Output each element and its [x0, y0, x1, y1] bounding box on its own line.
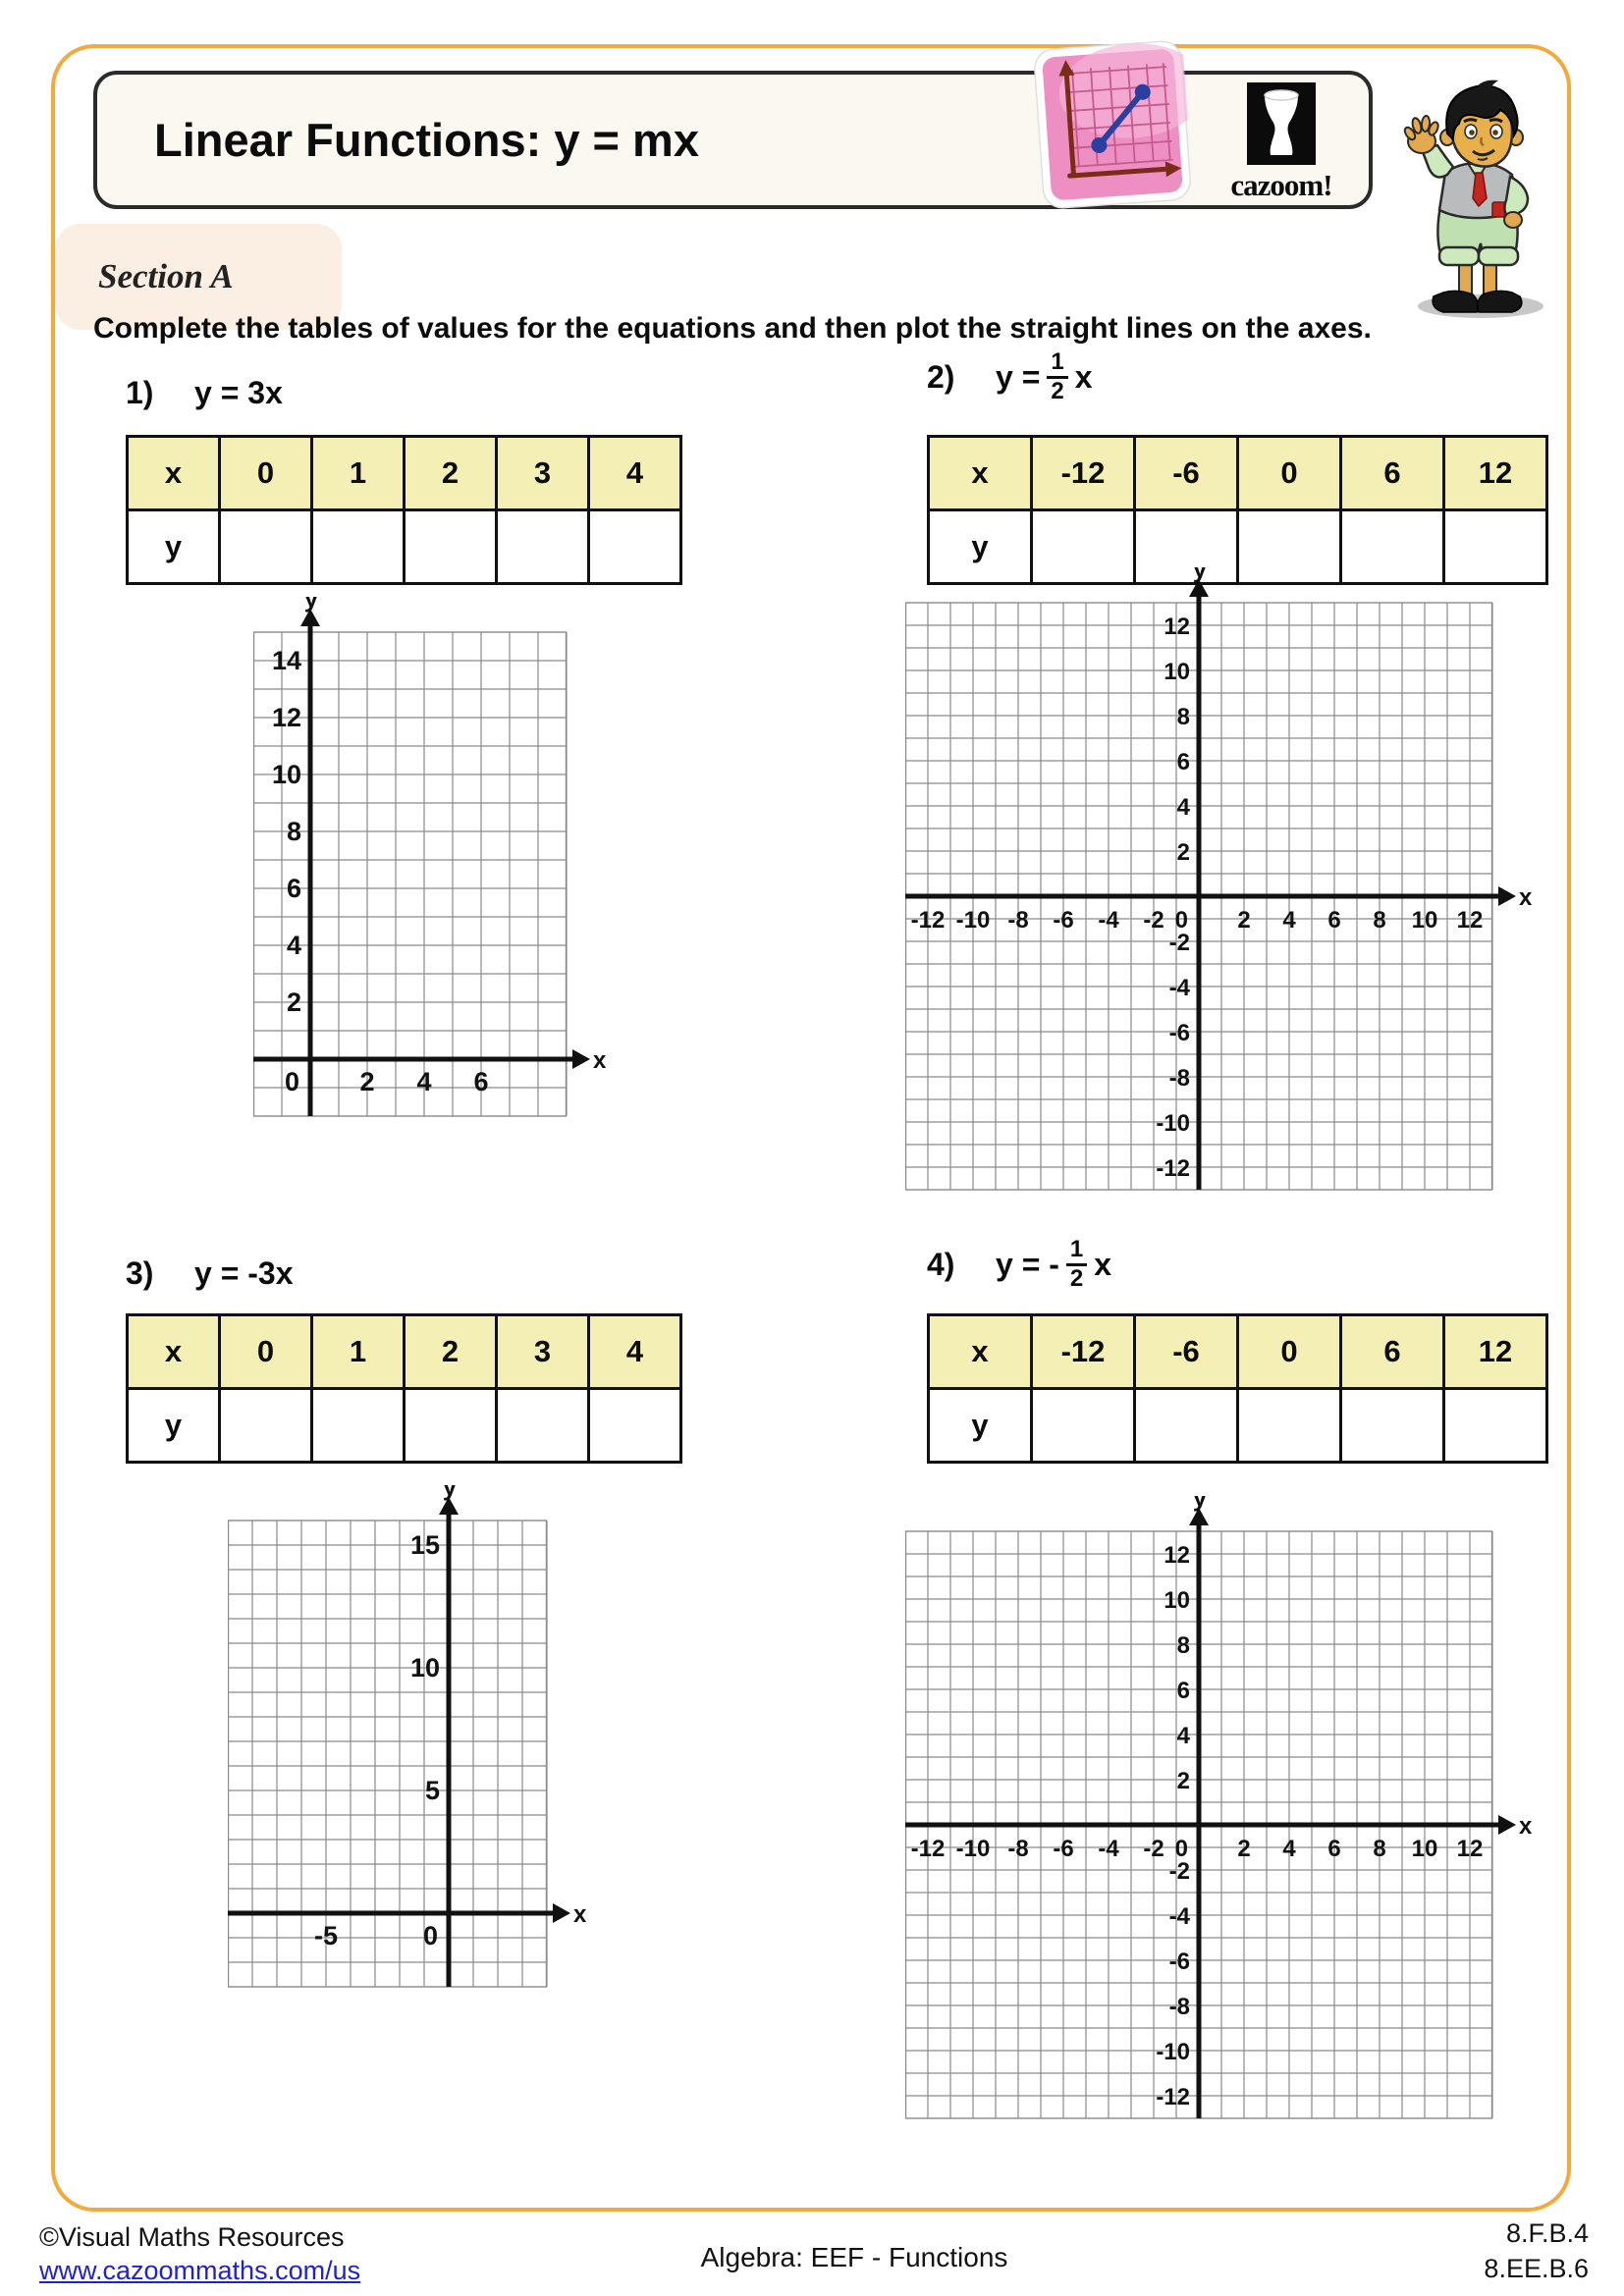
x-value-cell: -6 [1135, 437, 1238, 510]
svg-text:12: 12 [1164, 614, 1190, 640]
standard-code-2: 8.EE.B.6 [1484, 2254, 1589, 2283]
svg-text:x: x [573, 1901, 587, 1928]
answer-cell [312, 1389, 405, 1463]
problem-number: 1) [126, 374, 154, 410]
svg-text:-12: -12 [1156, 2084, 1190, 2110]
category-text: Algebra: EEF - Functions [700, 2242, 1008, 2272]
svg-text:10: 10 [1411, 907, 1438, 934]
logo-text: cazoom! [1230, 168, 1332, 202]
page-footer [0, 2215, 1624, 2296]
y-label-cell: y [128, 510, 220, 584]
equation-prefix: y = - [996, 1246, 1059, 1282]
answer-cell [405, 1389, 497, 1463]
x-value-cell: 0 [220, 437, 312, 510]
x-value-cell: 0 [1238, 437, 1341, 510]
coordinate-grid-2 [905, 567, 1538, 1234]
coordinate-grid-3 [228, 1485, 592, 2031]
svg-text:12: 12 [1456, 907, 1484, 934]
svg-text:15: 15 [409, 1530, 440, 1560]
svg-text:10: 10 [1164, 1587, 1190, 1614]
mascot-character [1382, 55, 1569, 326]
fraction-numerator: 1 [1051, 347, 1064, 375]
svg-text:8: 8 [286, 817, 301, 846]
svg-text:12: 12 [1456, 1836, 1484, 1862]
fraction-numerator: 1 [1069, 1235, 1084, 1262]
svg-text:14: 14 [271, 646, 301, 675]
svg-text:-6: -6 [1053, 1836, 1074, 1862]
svg-text:y: y [442, 1485, 458, 1501]
table-header-row [929, 437, 1547, 510]
equation [996, 349, 1093, 405]
answer-cell [497, 510, 589, 584]
coordinate-grid-1 [253, 597, 612, 1160]
svg-text:4: 4 [416, 1067, 432, 1096]
table-header-row [929, 1315, 1547, 1389]
x-value-cell: 1 [312, 1315, 405, 1389]
x-value-cell: 6 [1341, 437, 1444, 510]
equation-suffix: x [1074, 358, 1093, 395]
values-table-2 [927, 435, 1548, 585]
svg-text:4: 4 [1176, 1723, 1190, 1749]
svg-text:-4: -4 [1168, 975, 1190, 1001]
x-value-cell: 1 [312, 437, 405, 510]
x-value-cell: 12 [1444, 437, 1547, 510]
copyright-text: ©Visual Maths Resources [39, 2222, 345, 2252]
x-value-cell: -12 [1032, 437, 1135, 510]
coordinate-grid-4 [905, 1496, 1538, 2163]
svg-text:-4: -4 [1098, 907, 1119, 934]
svg-text:-10: -10 [955, 907, 991, 934]
answer-cell [220, 510, 312, 584]
answer-cell [1135, 1389, 1238, 1463]
svg-text:12: 12 [271, 703, 301, 732]
problem-number: 2) [927, 358, 955, 395]
answer-cell [1032, 1389, 1135, 1463]
svg-text:0: 0 [1174, 907, 1188, 934]
values-table-3 [126, 1313, 682, 1464]
x-label-cell: x [929, 437, 1032, 510]
svg-text:10: 10 [1411, 1836, 1438, 1862]
answer-cell [589, 1389, 681, 1463]
x-label-cell: x [128, 1315, 220, 1389]
svg-text:-5: -5 [313, 1921, 339, 1950]
equation [194, 1255, 294, 1292]
table-header-row [128, 437, 681, 510]
x-value-cell: 3 [497, 437, 589, 510]
svg-text:-12: -12 [910, 1836, 946, 1862]
svg-text:-4: -4 [1168, 1903, 1190, 1930]
svg-text:-8: -8 [1168, 1994, 1190, 2020]
answer-cell [312, 510, 405, 584]
svg-text:4: 4 [286, 931, 301, 960]
answer-cell [589, 510, 681, 584]
svg-text:-8: -8 [1007, 1836, 1029, 1862]
x-value-cell: -6 [1135, 1315, 1238, 1389]
svg-text:6: 6 [1176, 749, 1190, 775]
website-link[interactable]: www.cazoommaths.com/us [39, 2256, 361, 2285]
svg-text:6: 6 [473, 1067, 489, 1096]
equation-prefix: y = [996, 358, 1041, 395]
y-label-cell: y [929, 1389, 1032, 1463]
drum-logo-icon [1247, 82, 1316, 165]
table-answer-row [929, 1389, 1547, 1463]
svg-text:0: 0 [284, 1067, 299, 1096]
svg-text:4: 4 [1282, 907, 1296, 934]
x-value-cell: 4 [589, 1315, 681, 1389]
svg-text:-6: -6 [1053, 907, 1074, 934]
problem-number: 3) [126, 1255, 154, 1291]
svg-text:10: 10 [271, 760, 301, 789]
svg-text:2: 2 [1237, 907, 1251, 934]
svg-text:0: 0 [1174, 1836, 1188, 1862]
table-answer-row [128, 1389, 681, 1463]
svg-text:6: 6 [1176, 1678, 1190, 1704]
svg-text:-2: -2 [1168, 930, 1190, 956]
svg-text:y: y [1192, 1496, 1208, 1512]
problem-3-heading [126, 1232, 294, 1314]
x-value-cell: -12 [1032, 1315, 1135, 1389]
problem-4-heading [927, 1223, 1111, 1306]
svg-text:-8: -8 [1007, 907, 1029, 934]
svg-text:0: 0 [422, 1921, 438, 1950]
svg-text:-10: -10 [1156, 2039, 1190, 2065]
x-value-cell: 12 [1444, 1315, 1547, 1389]
svg-text:-10: -10 [1156, 1110, 1190, 1137]
values-table-1 [126, 435, 682, 585]
svg-text:2: 2 [1176, 839, 1190, 866]
problem-number: 4) [927, 1246, 955, 1282]
svg-text:4: 4 [1282, 1836, 1296, 1862]
answer-cell [1444, 1389, 1547, 1463]
svg-text:2: 2 [1176, 1768, 1190, 1794]
x-label-cell: x [929, 1315, 1032, 1389]
answer-cell [1238, 1389, 1341, 1463]
section-label: Section A [98, 257, 234, 295]
svg-text:5: 5 [424, 1776, 440, 1805]
x-value-cell: 3 [497, 1315, 589, 1389]
equation [194, 375, 283, 411]
svg-text:x: x [1519, 1813, 1533, 1840]
svg-text:y: y [303, 597, 319, 613]
svg-text:12: 12 [1164, 1542, 1190, 1569]
equation-text: y = -3x [194, 1255, 294, 1291]
svg-text:-10: -10 [955, 1836, 991, 1862]
x-label-cell: x [128, 437, 220, 510]
answer-cell [220, 1389, 312, 1463]
problem-2-heading [927, 336, 1093, 418]
svg-text:-6: -6 [1168, 1949, 1190, 1975]
svg-text:-8: -8 [1168, 1065, 1190, 1092]
svg-text:x: x [1519, 884, 1533, 911]
fraction [1047, 349, 1067, 405]
fraction-denominator: 2 [1066, 1263, 1087, 1293]
problem-1-heading [126, 351, 283, 434]
fraction [1066, 1237, 1087, 1293]
line-graph-sticker-icon [1031, 38, 1193, 211]
svg-text:-4: -4 [1098, 1836, 1119, 1862]
fraction-denominator: 2 [1047, 376, 1067, 405]
svg-text:-2: -2 [1168, 1858, 1190, 1885]
svg-text:2: 2 [286, 988, 301, 1017]
svg-text:8: 8 [1373, 907, 1386, 934]
x-value-cell: 6 [1341, 1315, 1444, 1389]
svg-text:-2: -2 [1143, 1836, 1164, 1862]
values-table-4 [927, 1313, 1548, 1464]
equation-suffix: x [1094, 1246, 1112, 1282]
x-value-cell: 2 [405, 437, 497, 510]
svg-text:8: 8 [1176, 704, 1190, 730]
cazoom-logo [1218, 82, 1345, 202]
table-answer-row [128, 510, 681, 584]
svg-text:-12: -12 [910, 907, 946, 934]
equation-text: y = 3x [194, 374, 283, 410]
svg-text:8: 8 [1176, 1632, 1190, 1659]
answer-cell [405, 510, 497, 584]
standard-code-1: 8.F.B.4 [1505, 2218, 1589, 2248]
svg-text:x: x [593, 1047, 607, 1074]
x-value-cell: 4 [589, 437, 681, 510]
x-value-cell: 2 [405, 1315, 497, 1389]
svg-text:-2: -2 [1143, 907, 1164, 934]
svg-text:2: 2 [1237, 1836, 1251, 1862]
svg-text:6: 6 [1327, 1836, 1341, 1862]
answer-cell [497, 1389, 589, 1463]
page-title: Linear Functions: y = mx [154, 114, 699, 166]
svg-text:-12: -12 [1156, 1155, 1190, 1182]
svg-text:10: 10 [409, 1653, 440, 1682]
svg-text:2: 2 [359, 1067, 375, 1096]
svg-text:6: 6 [286, 874, 301, 903]
table-header-row [128, 1315, 681, 1389]
y-label-cell: y [929, 510, 1032, 584]
svg-text:4: 4 [1176, 794, 1190, 821]
answer-cell [1341, 1389, 1444, 1463]
instruction-text: Complete the tables of values for the equations and then plot the straight lines on the axes. [93, 312, 1372, 345]
svg-text:10: 10 [1164, 659, 1190, 685]
svg-text:y: y [1192, 567, 1208, 583]
x-value-cell: 0 [220, 1315, 312, 1389]
svg-text:6: 6 [1327, 907, 1341, 934]
svg-text:8: 8 [1373, 1836, 1386, 1862]
x-value-cell: 0 [1238, 1315, 1341, 1389]
equation [996, 1237, 1111, 1293]
y-label-cell: y [128, 1389, 220, 1463]
svg-text:-6: -6 [1168, 1020, 1190, 1046]
